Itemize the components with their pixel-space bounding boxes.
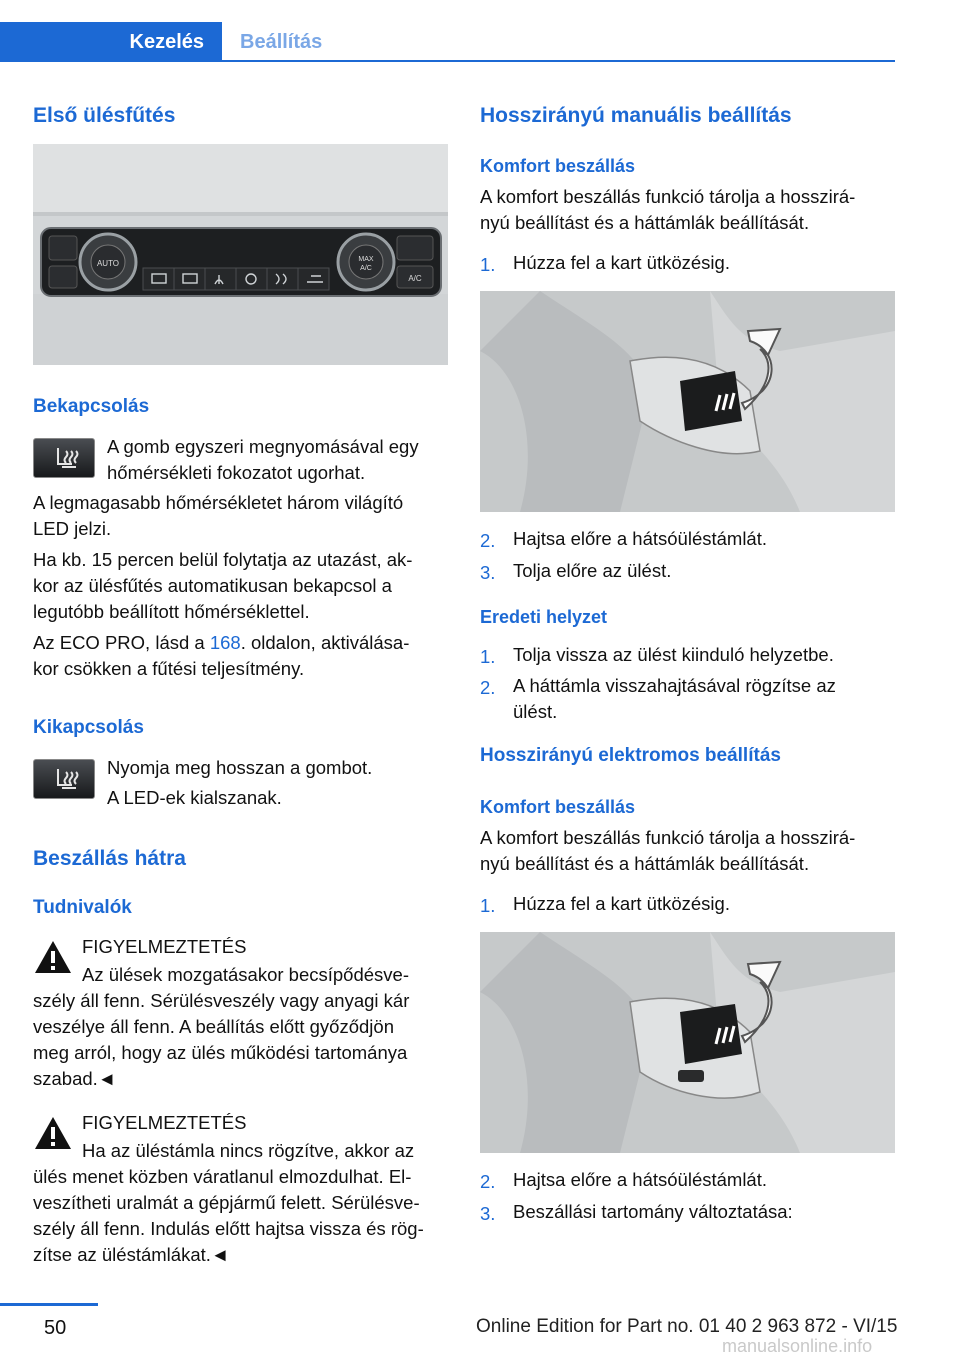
- ac-label: A/C: [408, 274, 422, 283]
- paragraph-auto-3: legutóbb beállított hőmérséklettel.: [33, 601, 310, 622]
- watermark: manualsonline.info: [722, 1336, 873, 1356]
- warning-1-line-3: veszélye áll fenn. A beállítás előtt győződjön: [33, 1016, 394, 1037]
- paragraph-led-2: LED jelzi.: [33, 518, 112, 539]
- paragraph-led-1: A legmagasabb hőmérsékletet három világító: [33, 492, 404, 513]
- auto-label: AUTO: [96, 259, 120, 268]
- section-title-seat-heating: Első ülésfűtés: [33, 104, 176, 127]
- paragraph-auto-2: kor az ülésfűtés automatikusan bekapcsol a: [33, 575, 392, 596]
- climate-panel-image: [33, 144, 448, 365]
- seat-lever-image-2: [480, 932, 895, 1153]
- warning-2-line-5: zítse az üléstámlákat.◄: [33, 1244, 230, 1265]
- tab-kezeles-label: Kezelés: [129, 31, 204, 53]
- list-number: 3.: [480, 562, 496, 583]
- list-number: 1.: [480, 895, 496, 916]
- seat-heating-off-button-icon: [33, 759, 95, 799]
- warning-2-title: FIGYELMEZTETÉS: [82, 1112, 247, 1133]
- warning-1-line-5: szabad.◄: [33, 1068, 117, 1089]
- warning-1-line-2: szély áll fenn. Sérülésveszély vagy anyagi kár: [33, 990, 410, 1011]
- list-item: Hajtsa előre a hátsóüléstámlát.: [513, 1169, 767, 1190]
- section-title-electric-adjust: Hosszirányú elektromos beállítás: [480, 745, 781, 766]
- intro-1-line-2: nyú beállítást és a háttámlák beállítását.: [480, 212, 810, 233]
- intro-2-line-1: A komfort beszállás funkció tárolja a hosszirá‐: [480, 827, 856, 848]
- tab-underline: [222, 60, 895, 62]
- max-label: MAX: [358, 256, 374, 263]
- intro-2-line-2: nyú beállítást és a háttámlák beállítását.: [480, 853, 810, 874]
- subheading-comfort-entry-1: Komfort beszállás: [480, 156, 636, 176]
- footer-rule: [0, 1303, 98, 1306]
- list-item: A háttámla visszahajtásával rögzítse az: [513, 675, 836, 696]
- seat-lever-image-1: [480, 291, 895, 512]
- warning-2-line-3: veszítheti uralmát a gépjármű felett. Sérülésve‐: [33, 1192, 420, 1213]
- eco-text-pre: Az ECO PRO, lásd a: [33, 632, 210, 653]
- tab-kezeles[interactable]: [0, 22, 222, 62]
- list-number: 2.: [480, 1171, 496, 1192]
- warning-1-line-4: meg arról, hogy az ülés működési tartománya: [33, 1042, 408, 1063]
- warning-2-line-2: ülés menet közben váratlanul elmozdulhat. El‐: [33, 1166, 412, 1187]
- list-number: 1.: [480, 254, 496, 275]
- tab-beallitas[interactable]: Beállítás: [240, 31, 323, 53]
- off-text-2: A LED-ek kialszanak.: [107, 787, 282, 808]
- warning-2-line-4: szély áll fenn. Indulás előtt hajtsa vissza és rög‐: [33, 1218, 424, 1239]
- list-item: Tolja előre az ülést.: [513, 560, 672, 581]
- list-item-continuation: ülést.: [513, 701, 558, 722]
- subheading-original-position: Eredeti helyzet: [480, 607, 608, 627]
- seat-lever-illustration-1: [480, 291, 895, 512]
- list-item: Húzza fel a kart ütközésig.: [513, 252, 730, 273]
- paragraph-eco-2: kor csökken a fűtési teljesítmény.: [33, 658, 305, 679]
- subheading-comfort-entry-2: Komfort beszállás: [480, 797, 636, 817]
- eco-text-post: . oldalon, aktiválása‐: [240, 632, 410, 653]
- warning-2-line-1: Ha az üléstámla nincs rögzítve, akkor az: [82, 1140, 415, 1161]
- warning-1-title: FIGYELMEZTETÉS: [82, 936, 247, 957]
- paragraph-auto-1: Ha kb. 15 percen belül folytatja az utazást, ak‐: [33, 549, 413, 570]
- page-link-168[interactable]: 168: [209, 632, 241, 653]
- heading-tudnivalok: Tudnivalók: [33, 897, 132, 918]
- page-number: 50: [44, 1317, 67, 1339]
- climate-panel-illustration: [33, 144, 448, 365]
- paragraph-eco-1: [33, 630, 409, 656]
- list-item: Hajtsa előre a hátsóüléstámlát.: [513, 528, 767, 549]
- warning-1-line-1: Az ülések mozgatásakor becsípődésve‐: [82, 964, 410, 985]
- warning-icon: [33, 939, 73, 975]
- list-number: 2.: [480, 677, 496, 698]
- list-number: 1.: [480, 646, 496, 667]
- intro-1-line-1: A komfort beszállás funkció tárolja a hosszirá‐: [480, 186, 856, 207]
- ac-small-label: A/C: [360, 265, 372, 272]
- heading-kikapcsolas: Kikapcsolás: [33, 717, 144, 738]
- section-title-manual-adjust: Hosszirányú manuális beállítás: [480, 104, 792, 127]
- list-number: 3.: [480, 1203, 496, 1224]
- list-item: Húzza fel a kart ütközésig.: [513, 893, 730, 914]
- edition-note: Online Edition for Part no. 01 40 2 963 872 - VI/15: [476, 1316, 898, 1337]
- warning-icon: [33, 1115, 73, 1151]
- off-text-1: Nyomja meg hosszan a gombot.: [107, 757, 373, 778]
- on-text-2: hőmérsékleti fokozatot ugorhat.: [107, 462, 366, 483]
- list-item: Tolja vissza az ülést kiinduló helyzetbe.: [513, 644, 834, 665]
- list-number: 2.: [480, 530, 496, 551]
- seat-lever-illustration-2: [480, 932, 895, 1153]
- heading-beszallas-hatra: Beszállás hátra: [33, 847, 186, 870]
- list-item: Beszállási tartomány változtatása:: [513, 1201, 793, 1222]
- chapter-tabs: [0, 22, 895, 62]
- seat-heating-button-icon: [33, 438, 95, 478]
- on-text-1: A gomb egyszeri megnyomásával egy: [107, 436, 419, 457]
- heading-bekapcsolas: Bekapcsolás: [33, 396, 150, 417]
